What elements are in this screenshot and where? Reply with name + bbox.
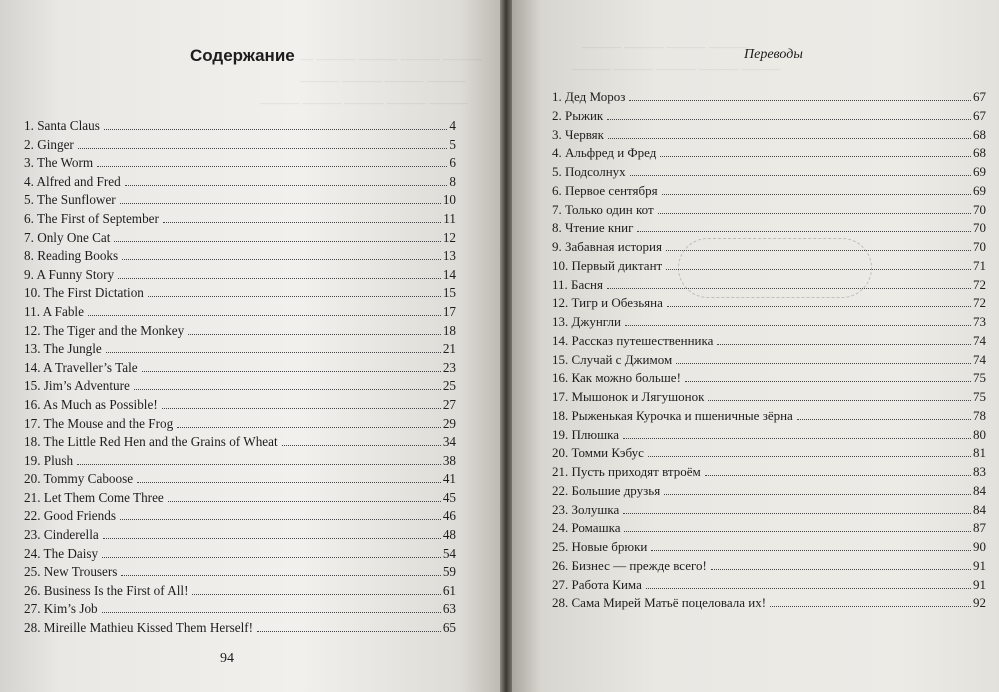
dot-leader [192, 594, 440, 595]
toc-entry-title: 1. Дед Мороз [552, 89, 626, 104]
toc-entry-page: 78 [973, 407, 986, 423]
toc-entry-page: 74 [973, 332, 986, 348]
dot-leader [607, 119, 971, 120]
dot-leader [162, 408, 441, 409]
toc-entry [24, 415, 456, 434]
toc-entry-title: 17. The Mouse and the Frog [24, 415, 174, 431]
toc-entry-page: 17 [442, 303, 456, 319]
toc-entry [552, 294, 986, 313]
toc-entry-title: 18. The Little Red Hen and the Grains of Wheat [24, 434, 278, 450]
toc-entry [552, 257, 986, 276]
toc-entry-title: 12. Тигр и Обезьяна [552, 295, 663, 311]
toc-entry [552, 407, 986, 426]
toc-entry-page: 34 [442, 434, 456, 450]
toc-entry-title: 4. Альфред и Фред [552, 145, 657, 161]
dot-leader [685, 381, 971, 382]
toc-entry [552, 201, 986, 220]
dot-leader [662, 194, 971, 195]
dot-leader [121, 575, 440, 576]
toc-entry-title: 1. Santa Claus [24, 118, 100, 133]
toc-entry-title: 16. As Much as Possible! [24, 396, 158, 412]
toc-entry-title: 10. Первый диктант [552, 257, 663, 273]
toc-entry-page: 70 [973, 201, 986, 217]
dot-leader [78, 148, 448, 149]
toc-entry [24, 266, 456, 285]
toc-entry [24, 526, 456, 545]
dot-leader [717, 344, 971, 345]
right-page [512, 0, 999, 692]
page-title: Переводы [744, 47, 803, 62]
dot-leader [676, 363, 971, 364]
dot-leader [664, 494, 971, 495]
toc-entry-title: 3. The Worm [24, 155, 94, 171]
toc-entry-page: 13 [442, 248, 456, 264]
toc-entry-page: 81 [973, 445, 986, 461]
toc-entry [24, 191, 456, 210]
toc-entry [24, 452, 456, 471]
toc-entry [24, 470, 456, 489]
book-gutter [500, 0, 512, 692]
toc-entry [552, 576, 986, 595]
toc-entry-page: 67 [973, 107, 986, 123]
dot-leader [142, 371, 441, 372]
toc-entry-title: 9. A Funny Story [24, 266, 115, 282]
toc-entry [24, 359, 456, 378]
toc-entry [24, 600, 456, 619]
toc-entry [552, 219, 986, 238]
toc-entry-title: 6. Первое сентября [552, 182, 658, 198]
toc-entry-title: 22. Good Friends [24, 508, 116, 524]
toc-entry-page: 18 [442, 322, 456, 338]
toc-entry [552, 88, 986, 107]
dot-leader [137, 482, 441, 483]
dot-leader [666, 250, 971, 251]
toc-entry-title: 27. Работа Кима [552, 576, 642, 592]
toc-entry-title: 16. Как можно больше! [552, 370, 681, 386]
dot-leader [88, 315, 441, 316]
toc-entry [24, 396, 456, 415]
toc-entry-page: 29 [442, 415, 456, 431]
toc-entry-title: 17. Мышонок и Лягушонок [552, 389, 705, 404]
toc-entry-title: 13. The Jungle [24, 341, 102, 357]
toc-entry [552, 369, 986, 388]
toc-entry [24, 303, 456, 322]
dot-leader [770, 606, 971, 607]
toc-entry-page: 92 [973, 595, 986, 611]
toc-entry [552, 163, 986, 182]
toc-list-russian [552, 88, 986, 613]
dot-leader [102, 557, 441, 558]
dot-leader [106, 352, 441, 353]
dot-leader [257, 631, 441, 632]
toc-entry [552, 463, 986, 482]
toc-entry [24, 489, 456, 508]
toc-entry [24, 619, 456, 638]
toc-entry [24, 284, 456, 303]
toc-entry [24, 545, 456, 564]
toc-entry-page: 80 [973, 426, 986, 442]
toc-entry-title: 19. Plush [24, 452, 74, 468]
toc-entry-page: 87 [973, 520, 986, 536]
toc-entry-page: 69 [973, 182, 986, 198]
bleed-through-text: ——— ——— ——— ——— ——— [260, 95, 468, 110]
toc-entry [24, 582, 456, 601]
toc-entry-page: 84 [973, 501, 986, 517]
toc-entry [552, 519, 986, 538]
dot-leader [708, 400, 971, 401]
dot-leader [630, 175, 971, 176]
toc-entry-page: 72 [973, 276, 986, 292]
toc-entry [552, 351, 986, 370]
toc-entry-title: 19. Плюшка [552, 426, 619, 442]
toc-entry [552, 276, 986, 295]
toc-entry-page: 84 [973, 482, 986, 498]
toc-entry-title: 20. Томми Кэбус [552, 445, 644, 461]
toc-entry-title: 24. Ромашка [552, 520, 621, 536]
dot-leader [607, 288, 971, 289]
toc-entry-page: 70 [973, 220, 986, 236]
dot-leader [646, 588, 971, 589]
toc-entry [552, 501, 986, 520]
toc-entry [24, 173, 456, 192]
toc-entry [552, 482, 986, 501]
toc-entry-title: 15. Jim’s Adventure [24, 378, 130, 394]
toc-entry-page: 8 [449, 173, 456, 189]
dot-leader [163, 222, 441, 223]
page-number: 94 [220, 651, 234, 666]
toc-entry-title: 8. Чтение книг [552, 220, 634, 236]
dot-leader [102, 612, 441, 613]
toc-entry-title: 22. Большие друзья [552, 482, 661, 498]
toc-entry [552, 388, 986, 407]
dot-leader [623, 438, 971, 439]
toc-entry [24, 563, 456, 582]
page-title: Содержание [190, 46, 295, 65]
toc-entry-title: 15. Случай с Джимом [552, 351, 673, 367]
toc-entry [552, 313, 986, 332]
toc-entry [24, 136, 456, 155]
dot-leader [651, 550, 971, 551]
toc-entry-page: 48 [442, 527, 456, 543]
toc-entry-title: 7. Only One Cat [24, 229, 111, 245]
dot-leader [705, 475, 971, 476]
dot-leader [188, 334, 441, 335]
toc-entry-page: 71 [973, 257, 986, 273]
toc-entry-title: 12. The Tiger and the Monkey [24, 322, 185, 338]
toc-entry-title: 21. Пусть приходят втроём [552, 464, 701, 479]
toc-entry-title: 7. Только один кот [552, 201, 654, 217]
toc-entry-page: 41 [442, 471, 456, 487]
toc-entry-title: 14. Рассказ путешественника [552, 332, 714, 348]
dot-leader [114, 241, 440, 242]
toc-entry-page: 75 [973, 370, 986, 386]
dot-leader [666, 269, 971, 270]
toc-entry [24, 229, 456, 248]
toc-entry [24, 154, 456, 173]
toc-entry [24, 507, 456, 526]
toc-entry-page: 14 [442, 266, 456, 282]
toc-entry-title: 25. Новые брюки [552, 539, 648, 554]
toc-entry-title: 6. The First of September [24, 210, 159, 226]
toc-entry [24, 117, 456, 136]
toc-entry-page: 25 [442, 378, 456, 394]
toc-entry-title: 11. A Fable [24, 303, 84, 319]
dot-leader [148, 296, 441, 297]
toc-entry [24, 433, 456, 452]
toc-entry-title: 23. Золушка [552, 501, 620, 517]
toc-entry-page: 91 [973, 576, 986, 592]
toc-entry-page: 15 [442, 285, 456, 301]
dot-leader [282, 445, 441, 446]
toc-entry-title: 18. Рыженькая Курочка и пшеничные зёрна [552, 407, 793, 423]
toc-entry-title: 8. Reading Books [24, 248, 119, 264]
dot-leader [103, 538, 441, 539]
dot-leader [168, 501, 441, 502]
toc-entry [552, 538, 986, 557]
dot-leader [122, 259, 441, 260]
dot-leader [648, 456, 971, 457]
toc-entry-title: 27. Kim’s Job [24, 601, 98, 617]
toc-entry-page: 67 [973, 89, 986, 104]
toc-entry [552, 444, 986, 463]
toc-entry-title: 2. Ginger [24, 136, 74, 152]
dot-leader [608, 138, 971, 139]
dot-leader [104, 129, 448, 130]
toc-entry-title: 13. Джунгли [552, 314, 621, 329]
toc-entry-page: 83 [973, 464, 986, 479]
toc-entry-title: 28. Сама Мирей Матьё поцеловала их! [552, 595, 767, 611]
toc-entry-page: 70 [973, 239, 986, 254]
toc-entry-title: 24. The Daisy [24, 545, 99, 561]
toc-entry-title: 25. New Trousers [24, 564, 118, 580]
toc-entry-page: 4 [449, 118, 456, 133]
toc-entry-title: 20. Tommy Caboose [24, 471, 134, 487]
toc-entry-title: 10. The First Dictation [24, 285, 144, 301]
dot-leader [97, 166, 447, 167]
toc-entry [552, 238, 986, 257]
dot-leader [624, 531, 971, 532]
toc-entry-page: 74 [973, 351, 986, 367]
toc-entry-page: 27 [442, 396, 456, 412]
bleed-through-text: ——— ——— ——— ——— ——— [572, 61, 780, 76]
dot-leader [120, 519, 441, 520]
toc-entry-title: 11. Басня [552, 276, 603, 292]
toc-entry-page: 91 [973, 557, 986, 573]
toc-entry-title: 9. Забавная история [552, 239, 662, 254]
toc-entry-page: 72 [973, 295, 986, 311]
toc-entry [552, 126, 986, 145]
toc-entry [552, 332, 986, 351]
toc-entry-page: 73 [973, 314, 986, 329]
toc-entry [24, 322, 456, 341]
toc-entry-page: 68 [973, 126, 986, 142]
dot-leader [120, 203, 441, 204]
toc-entry-page: 10 [442, 192, 456, 208]
toc-entry-page: 63 [442, 601, 456, 617]
dot-leader [134, 389, 441, 390]
toc-entry-page: 75 [973, 389, 986, 404]
dot-leader [797, 419, 971, 420]
toc-entry [552, 182, 986, 201]
toc-entry-page: 90 [973, 539, 986, 554]
toc-entry-title: 5. The Sunflower [24, 192, 116, 208]
dot-leader [623, 513, 971, 514]
toc-entry [552, 107, 986, 126]
dot-leader [711, 569, 971, 570]
toc-entry-title: 3. Червяк [552, 126, 604, 142]
toc-entry-page: 59 [442, 564, 456, 580]
toc-entry [24, 377, 456, 396]
toc-entry-page: 21 [442, 341, 456, 357]
toc-entry [552, 594, 986, 613]
toc-entry-page: 68 [973, 145, 986, 161]
toc-entry-page: 45 [442, 489, 456, 505]
dot-leader [77, 464, 441, 465]
toc-entry [552, 557, 986, 576]
toc-entry-title: 23. Cinderella [24, 527, 99, 543]
toc-entry-page: 23 [442, 359, 456, 375]
toc-entry-title: 5. Подсолнух [552, 164, 626, 179]
bleed-through-text: — ——— ——— ——— ——— [300, 51, 482, 66]
toc-entry-page: 5 [449, 136, 456, 152]
toc-entry-page: 11 [443, 210, 456, 226]
bleed-through-text: ——— ——— ——— ——— [582, 39, 748, 54]
toc-entry [24, 340, 456, 359]
toc-entry-title: 2. Рыжик [552, 107, 604, 123]
toc-entry [24, 210, 456, 229]
toc-entry-page: 46 [442, 508, 456, 524]
dot-leader [667, 306, 971, 307]
toc-entry-title: 14. A Traveller’s Tale [24, 359, 138, 375]
toc-entry-page: 12 [442, 229, 456, 245]
bleed-through-text: ——— ——— ——— ——— [300, 73, 466, 88]
toc-entry [552, 426, 986, 445]
toc-list-english [24, 117, 456, 638]
dot-leader [637, 231, 971, 232]
dot-leader [629, 100, 971, 101]
toc-entry-page: 69 [973, 164, 986, 179]
toc-entry-title: 28. Mireille Mathieu Kissed Them Herself! [24, 620, 254, 636]
dot-leader [625, 325, 971, 326]
toc-entry [552, 144, 986, 163]
dot-leader [177, 427, 441, 428]
dot-leader [125, 185, 448, 186]
toc-entry-page: 38 [442, 452, 456, 468]
toc-entry-title: 26. Бизнес — прежде всего! [552, 557, 707, 573]
toc-entry-page: 6 [449, 155, 456, 171]
dot-leader [660, 156, 971, 157]
toc-entry-page: 61 [442, 582, 456, 598]
toc-entry-title: 4. Alfred and Fred [24, 173, 121, 189]
toc-entry [24, 247, 456, 266]
toc-entry-title: 21. Let Them Come Three [24, 489, 164, 505]
toc-entry-title: 26. Business Is the First of All! [24, 582, 189, 598]
dot-leader [118, 278, 441, 279]
toc-entry-page: 54 [442, 545, 456, 561]
toc-entry-page: 65 [442, 620, 456, 636]
dot-leader [658, 213, 971, 214]
